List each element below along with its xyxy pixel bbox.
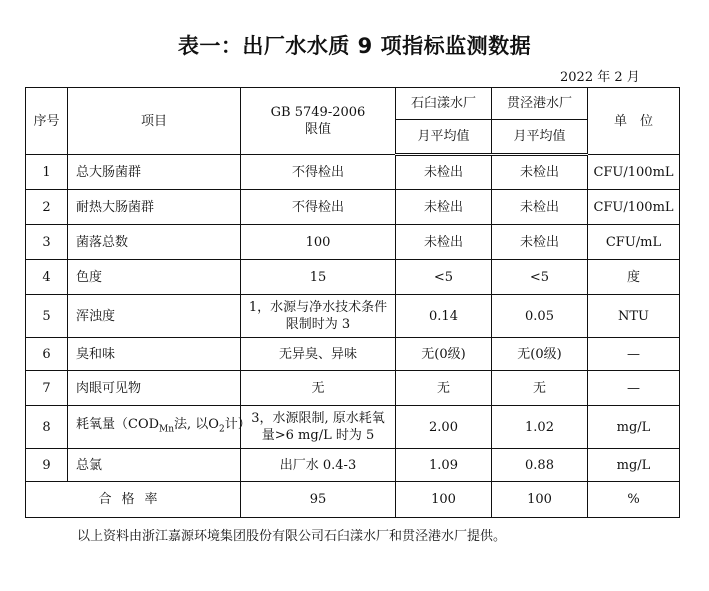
row-item: 浑浊度 [68, 295, 241, 338]
row-unit: CFU/100mL [588, 190, 680, 225]
water-quality-table [25, 87, 680, 518]
row-number: 8 [26, 406, 68, 449]
row-unit: CFU/mL [588, 225, 680, 260]
row-unit: — [588, 371, 680, 406]
row-limit: 无异臭、异味 [241, 338, 396, 371]
row-item: 色度 [68, 260, 241, 295]
row-item: 肉眼可见物 [68, 371, 241, 406]
row-plant-1-value: 2.00 [396, 406, 492, 449]
summary-label: 合格率 [26, 482, 241, 518]
row-limit: 不得检出 [241, 155, 396, 190]
row-item: 臭和味 [68, 338, 241, 371]
row-item [68, 406, 251, 449]
row-number: 4 [26, 260, 68, 295]
row-plant-2-value: 0.05 [492, 295, 588, 338]
row-unit: 度 [588, 260, 680, 295]
table-row [26, 295, 680, 338]
row-limit: 15 [241, 260, 396, 295]
header-monthly-avg-1: 月平均值 [396, 120, 492, 155]
table-row [26, 260, 680, 295]
row-limit: 3，水源限制, 原水耗氧量>6 mg/L 时为 5 [241, 406, 396, 449]
row-number: 5 [26, 295, 68, 338]
table-row [26, 371, 680, 406]
row-unit: mg/L [588, 406, 680, 449]
row-item: 菌落总数 [68, 225, 241, 260]
report-date: 2022 年 2 月 [560, 70, 640, 85]
table-row [26, 449, 680, 482]
row-plant-2-value: <5 [492, 260, 588, 295]
row-unit: CFU/100mL [588, 155, 680, 190]
row-plant-2-value: 无(0级) [492, 338, 588, 371]
header-standard [241, 88, 396, 155]
row-plant-1-value: <5 [396, 260, 492, 295]
row-number: 7 [26, 371, 68, 406]
summary-plant-2-value: 100 [492, 482, 588, 518]
row-limit: 100 [241, 225, 396, 260]
row-number: 6 [26, 338, 68, 371]
summary-plant-1-value: 100 [396, 482, 492, 518]
row-unit: — [588, 338, 680, 371]
table-row [26, 190, 680, 225]
row-limit: 无 [241, 371, 396, 406]
row-plant-1-value: 未检出 [396, 190, 492, 225]
row-item: 总大肠菌群 [68, 155, 241, 190]
table-row [26, 225, 680, 260]
header-plant-2: 贯泾港水厂 [492, 88, 588, 120]
table-row [26, 406, 680, 449]
row-unit: mg/L [588, 449, 680, 482]
row-limit: 出厂水 0.4-3 [241, 449, 396, 482]
header-monthly-avg-2: 月平均值 [492, 120, 588, 155]
row-plant-2-value: 0.88 [492, 449, 588, 482]
row-number: 2 [26, 190, 68, 225]
row-number: 1 [26, 155, 68, 190]
row-limit: 不得检出 [241, 190, 396, 225]
summary-unit: % [588, 482, 680, 518]
row-plant-2-value: 无 [492, 371, 588, 406]
row-item-subscript-mn: Mn [159, 424, 175, 435]
page-title: 表一：出厂水水质 9 项指标监测数据 [177, 34, 532, 58]
header-row [26, 88, 680, 120]
row-plant-1-value: 无 [396, 371, 492, 406]
row-plant-2-value: 未检出 [492, 155, 588, 190]
row-plant-1-value: 0.14 [396, 295, 492, 338]
row-item: 总氯 [68, 449, 241, 482]
row-number: 3 [26, 225, 68, 260]
row-plant-2-value: 1.02 [492, 406, 588, 449]
table-row [26, 338, 680, 371]
header-standard-limit: 限值 [304, 122, 331, 137]
row-number: 9 [26, 449, 68, 482]
row-item-suffix: 计） [224, 416, 251, 432]
header-seq: 序号 [26, 88, 68, 155]
row-plant-1-value: 未检出 [396, 225, 492, 260]
summary-row [26, 482, 680, 518]
row-item: 耐热大肠菌群 [68, 190, 241, 225]
header-standard-code: GB 5749-2006 [270, 105, 366, 120]
header-item: 项目 [68, 88, 241, 155]
row-plant-2-value: 未检出 [492, 190, 588, 225]
row-unit: NTU [588, 295, 680, 338]
source-note: 以上资料由浙江嘉源环境集团股份有限公司石臼漾水厂和贯泾港水厂提供。 [77, 529, 507, 544]
row-plant-1-value: 无(0级) [396, 338, 492, 371]
row-item-middle: 法, 以O [174, 416, 219, 432]
header-plant-1: 石臼漾水厂 [396, 88, 492, 120]
header-unit: 单 位 [588, 88, 680, 155]
row-plant-1-value: 1.09 [396, 449, 492, 482]
row-plant-1-value: 未检出 [396, 155, 492, 190]
row-limit: 1，水源与净水技术条件限制时为 3 [241, 295, 396, 338]
summary-limit: 95 [241, 482, 396, 518]
row-item-prefix: 耗氧量（COD [76, 416, 160, 432]
row-item-subscript-2: 2 [218, 424, 225, 435]
table-row [26, 155, 680, 190]
row-plant-2-value: 未检出 [492, 225, 588, 260]
